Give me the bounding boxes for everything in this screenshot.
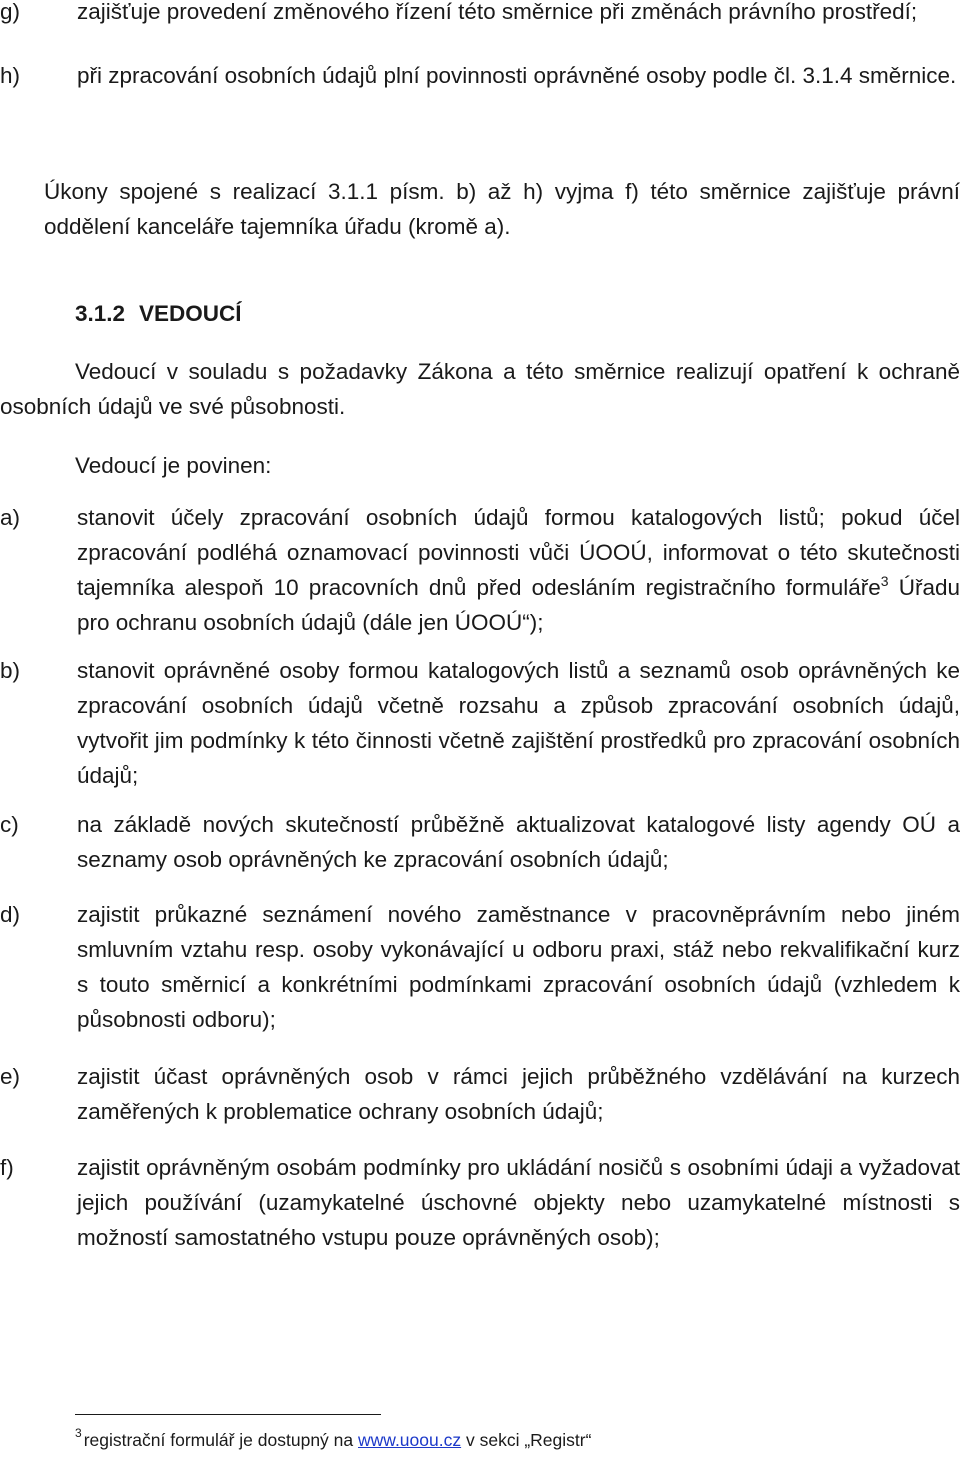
footnote-reference: 3 (880, 573, 889, 589)
list-marker: h) (0, 63, 21, 88)
list-item-text: zajistit oprávněným osobám podmínky pro ukládání nosičů s osobními údaji a vyžadovat jejich používání (uzamykatelné úschovné objekty nebo uzamykatelné místnosti s možností samostatného vstupu pouze oprávněných osob); (77, 1155, 960, 1250)
footnote-text-end: v sekci „Registr“ (461, 1430, 592, 1450)
list-item-text: stanovit oprávněné osoby formou katalogových listů a seznamů osob oprávněných ke zpracování osobních údajů včetně rozsahu a způsob zpracování osobních údajů, vytvořit jim podmínky k této činnosti včetně zajištění prostředků pro zpracování osobních údajů; (77, 658, 960, 788)
duty-item-f (0, 1150, 960, 1255)
intro-text: Vedoucí v souladu s požadavky Zákona a této směrnice realizují opatření k ochraně osobních údajů ve své působnosti. (0, 359, 960, 419)
list-item-g (0, 0, 960, 29)
list-item-text: zajistit účast oprávněných osob v rámci jejich průběžného vzdělávání na kurzech zaměřených k problematice ochrany osobních údajů; (77, 1064, 960, 1124)
duty-text: stanovit účely zpracování osobních údajů formou katalogových listů; pokud účel zpracování podléhá oznamovací povinnosti vůči ÚOOÚ, informovat o této skutečnosti tajemníka alespoň 10 pracovních dnů před odesláním registračního formuláře (77, 505, 960, 600)
footnote-link[interactable]: www.uoou.cz (358, 1430, 462, 1450)
footnote-number: 3 (75, 1426, 82, 1440)
list-marker: d) (0, 902, 21, 927)
intro-paragraph (0, 354, 960, 424)
duty-item-c (0, 807, 960, 877)
list-marker: a) (0, 505, 21, 530)
acts-paragraph: Úkony spojené s realizací 3.1.1 písm. b) až h) vyjma f) této směrnice zajišťuje právní oddělení kanceláře tajemníka úřadu (kromě a). (44, 179, 960, 239)
list-marker: c) (0, 812, 19, 837)
footnote-separator (75, 1414, 381, 1415)
section-number: 3.1.2 (75, 301, 126, 326)
duty-intro: Vedoucí je povinen: (75, 453, 272, 478)
section-heading (75, 296, 256, 331)
footnote (75, 1426, 591, 1454)
list-marker: g) (0, 0, 21, 24)
list-marker: b) (0, 658, 21, 683)
duty-item-a (0, 500, 960, 640)
list-item-text: zajišťuje provedení změnového řízení této směrnice při změnách právního prostředí; (77, 0, 918, 24)
list-item-text (77, 500, 960, 640)
list-marker: e) (0, 1064, 21, 1089)
duty-item-d (0, 897, 960, 1037)
duty-item-e (0, 1059, 960, 1129)
list-marker: f) (0, 1155, 14, 1180)
section-title: VEDOUCÍ (139, 301, 242, 326)
list-item-text: na základě nových skutečností průběžně aktualizovat katalogové listy agendy OÚ a seznamy osob oprávněných ke zpracování osobních údajů; (77, 812, 960, 872)
duty-text-continued: Úřadu pro ochranu osobních údajů (dále jen ÚOOÚ“); (77, 575, 960, 635)
list-item-text: zajistit průkazné seznámení nového zaměstnance v pracovněprávním nebo jiném smluvním vztahu resp. osoby vykonávající u odboru praxi, stáž nebo rekvalifikační kurz s touto směrnicí a konkrétními podmínkami zpracování osobních údajů (vzhledem k působnosti odboru); (77, 902, 960, 1032)
duty-item-b (0, 653, 960, 793)
list-item-h (0, 58, 960, 93)
list-item-text: při zpracování osobních údajů plní povinnosti oprávněné osoby podle čl. 3.1.4 směrnice. (77, 63, 957, 88)
footnote-text: registrační formulář je dostupný na (83, 1430, 358, 1450)
